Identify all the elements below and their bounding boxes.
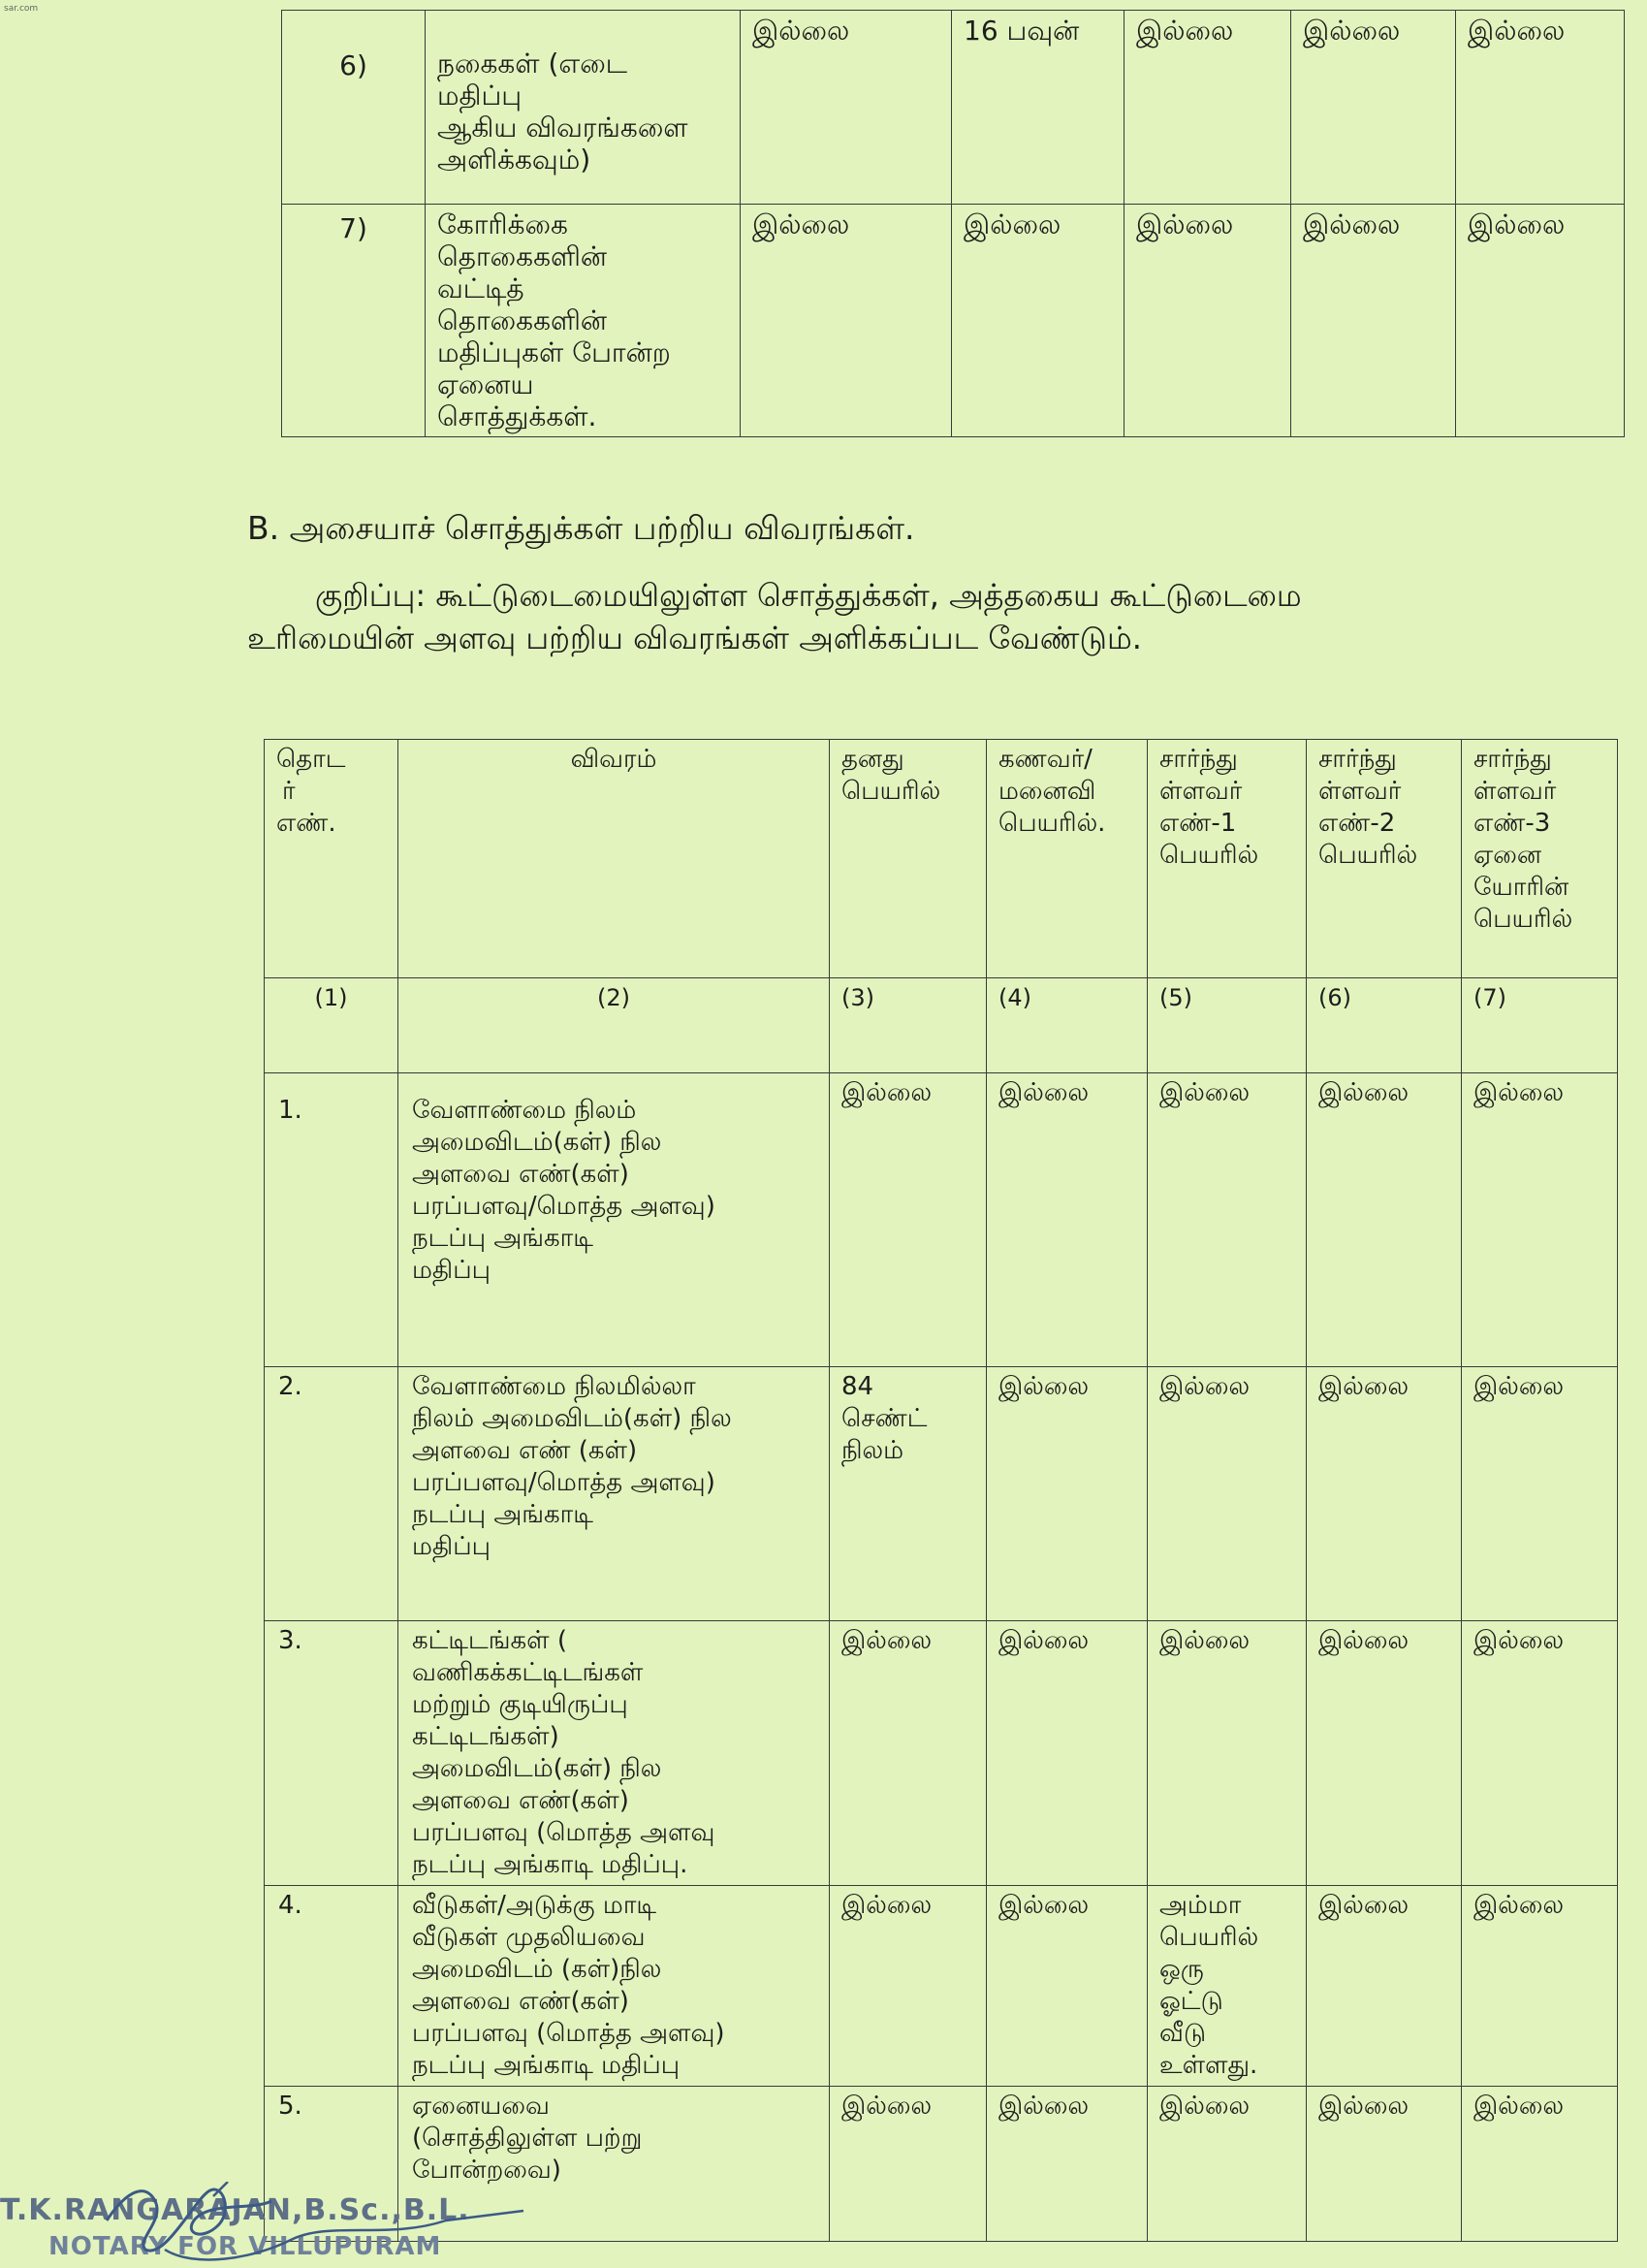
header-line: கணவர்/ <box>998 745 1093 774</box>
column-number-row <box>265 978 1618 1073</box>
desc-line: மற்றும் குடியிருப்பு <box>412 1690 628 1719</box>
desc-line: கட்டிடங்கள்) <box>412 1722 559 1751</box>
value-line: இல்லை <box>998 2092 1090 2121</box>
header-spouse-name <box>987 740 1148 978</box>
desc-line: பரப்பளவு (மொத்த அளவு <box>412 1818 715 1847</box>
desc-line: பரப்பளவு/மொத்த அளவு) <box>412 1468 715 1497</box>
value-line: இல்லை <box>841 2092 933 2121</box>
serial-number: 6) <box>282 11 426 205</box>
note-line-1: குறிப்பு: கூட்டுடைமையிலுள்ள சொத்துக்கள், அத்தகைய கூட்டுடைமை <box>315 577 1302 614</box>
desc-line: (சொத்திலுள்ள பற்று <box>412 2124 643 2153</box>
column-number: (2) <box>398 978 830 1073</box>
desc-line: அமைவிடம்(கள்) நில <box>412 1754 662 1783</box>
desc-line: நடப்பு அங்காடி மதிப்பு <box>412 2051 681 2080</box>
desc-line: அளவை எண்(கள்) <box>412 1987 629 2016</box>
description-cell <box>398 1621 830 1886</box>
value-cell <box>830 2087 987 2242</box>
value-line: 84 <box>841 1372 874 1401</box>
value-cell <box>987 2087 1148 2242</box>
value-line: இல்லை <box>841 1626 933 1655</box>
header-dependent-2 <box>1307 740 1462 978</box>
description-cell <box>426 205 741 437</box>
header-line: ள்ளவர் <box>1318 777 1402 806</box>
desc-line: மதிப்பு <box>412 1532 491 1561</box>
table-row <box>265 1621 1618 1886</box>
desc-line: மதிப்புகள் போன்ற <box>437 336 671 368</box>
header-line: விவரம் <box>570 745 657 774</box>
header-line: பெயரில். <box>998 809 1106 838</box>
header-own-name <box>830 740 987 978</box>
desc-line: அளவை எண்(கள்) <box>412 1786 629 1815</box>
column-number: (6) <box>1307 978 1462 1073</box>
value-line: பெயரில் <box>1159 1923 1259 1952</box>
value-cell <box>830 1367 987 1621</box>
value-cell: இல்லை <box>1456 11 1625 205</box>
value-line: நிலம் <box>841 1436 904 1465</box>
value-cell: இல்லை <box>1456 205 1625 437</box>
desc-line: நகைகள் (எடை <box>437 48 627 80</box>
value-cell <box>830 1886 987 2087</box>
value-cell <box>1148 1886 1307 2087</box>
header-line: பெயரில் <box>1473 905 1573 934</box>
value-line: இல்லை <box>998 1891 1090 1920</box>
column-number: (7) <box>1462 978 1618 1073</box>
immovable-assets-table <box>264 739 1618 2242</box>
value-cell <box>987 1073 1148 1367</box>
value-line: இல்லை <box>1159 1078 1251 1107</box>
serial-number: 2. <box>265 1367 398 1621</box>
value-cell <box>1148 2087 1307 2242</box>
header-line: பெயரில் <box>1318 841 1418 870</box>
header-line: பெயரில் <box>1159 841 1259 870</box>
header-line: தொட <box>276 745 346 774</box>
desc-line: அமைவிடம்(கள்) நில <box>412 1128 662 1157</box>
value-cell <box>1462 1073 1618 1367</box>
desc-line: வேளாண்மை நிலமில்லா <box>412 1372 696 1401</box>
value-line: இல்லை <box>1473 1372 1565 1401</box>
desc-line: வீடுகள்/அடுக்கு மாடி <box>412 1891 657 1920</box>
desc-line: சொத்துக்கள். <box>437 400 597 432</box>
desc-line: மதிப்பு <box>412 1256 491 1285</box>
notary-stamp-name: T.K.RANGARAJAN,B.Sc.,B.L. <box>0 2193 470 2227</box>
value-cell <box>830 1621 987 1886</box>
value-cell: இல்லை <box>952 205 1124 437</box>
desc-line: கோரிக்கை <box>437 208 568 240</box>
header-line: எண்-3 <box>1473 809 1551 838</box>
value-line: இல்லை <box>1473 1891 1565 1920</box>
table-row <box>265 1073 1618 1367</box>
value-cell: இல்லை <box>1124 11 1291 205</box>
header-line: ர் <box>282 777 296 806</box>
value-cell <box>1462 1367 1618 1621</box>
header-line: யோரின் <box>1473 873 1569 902</box>
value-line: இல்லை <box>998 1078 1090 1107</box>
description-cell <box>398 1367 830 1621</box>
value-line: செண்ட் <box>841 1404 928 1433</box>
value-line: இல்லை <box>1473 1626 1565 1655</box>
value-line: இல்லை <box>1159 2092 1251 2121</box>
notary-stamp-title: NOTARY FOR VILLUPURAM <box>48 2232 442 2261</box>
header-line: சார்ந்து <box>1318 745 1397 774</box>
header-line: ள்ளவர் <box>1473 777 1557 806</box>
table-row <box>265 1367 1618 1621</box>
value-line: இல்லை <box>1159 1372 1251 1401</box>
desc-line: பரப்பளவு (மொத்த அளவு) <box>412 2019 725 2048</box>
desc-line: நிலம் அமைவிடம்(கள்) நில <box>412 1404 732 1433</box>
desc-line: மதிப்பு <box>437 80 523 112</box>
value-line: இல்லை <box>998 1372 1090 1401</box>
desc-line: வீடுகள் முதலியவை <box>412 1923 646 1952</box>
signature-icon <box>0 2182 601 2268</box>
value-line: இல்லை <box>1318 1078 1409 1107</box>
value-cell: இல்லை <box>741 205 952 437</box>
desc-line: தொகைகளின் <box>437 240 608 272</box>
serial-number: 5. <box>265 2087 398 2242</box>
column-number: (1) <box>265 978 398 1073</box>
value-line: இல்லை <box>1318 1372 1409 1401</box>
desc-line: வேளாண்மை நிலம் <box>412 1096 637 1125</box>
value-line: இல்லை <box>1159 1626 1251 1655</box>
value-cell <box>1307 1886 1462 2087</box>
desc-line: நடப்பு அங்காடி மதிப்பு. <box>412 1850 688 1879</box>
value-cell <box>1307 1073 1462 1367</box>
value-line: இல்லை <box>998 1626 1090 1655</box>
description-cell <box>398 1886 830 2087</box>
section-b-title: B. அசையாச் சொத்துக்கள் பற்றிய விவரங்கள். <box>247 509 915 547</box>
desc-line: தொகைகளின் <box>437 304 608 336</box>
header-dependent-3 <box>1462 740 1618 978</box>
header-line: பெயரில் <box>841 777 941 806</box>
value-cell: 16 பவுன் <box>952 11 1124 205</box>
desc-line: வட்டித் <box>437 272 524 304</box>
value-cell: இல்லை <box>1291 11 1456 205</box>
column-number: (5) <box>1148 978 1307 1073</box>
value-line: இல்லை <box>841 1891 933 1920</box>
header-line: தனது <box>841 745 904 774</box>
serial-number: 4. <box>265 1886 398 2087</box>
value-line: ஒரு <box>1159 1955 1204 1984</box>
value-line: வீடு <box>1159 2019 1207 2048</box>
value-cell <box>1462 1886 1618 2087</box>
header-line: மனைவி <box>998 777 1096 806</box>
movable-assets-table-continued <box>281 10 1625 437</box>
section-b-note <box>247 574 1604 659</box>
value-cell: இல்லை <box>1124 205 1291 437</box>
desc-line: ஏனையவை <box>412 2092 550 2121</box>
serial-number: 7) <box>282 205 426 437</box>
value-cell: இல்லை <box>1291 205 1456 437</box>
value-cell: இல்லை <box>741 11 952 205</box>
value-line: ஓட்டு <box>1159 1987 1223 2016</box>
header-serial <box>265 740 398 978</box>
desc-line: நடப்பு அங்காடி <box>412 1500 593 1529</box>
value-cell <box>987 1621 1148 1886</box>
value-cell <box>1307 1621 1462 1886</box>
header-line: சார்ந்து <box>1473 745 1552 774</box>
value-line: உள்ளது. <box>1159 2051 1258 2080</box>
description-cell <box>426 11 741 205</box>
header-line: ள்ளவர் <box>1159 777 1243 806</box>
desc-line: அளவை எண்(கள்) <box>412 1160 629 1189</box>
column-number: (4) <box>987 978 1148 1073</box>
header-description <box>398 740 830 978</box>
table-row <box>282 11 1625 205</box>
serial-number: 1. <box>265 1073 398 1367</box>
value-cell <box>830 1073 987 1367</box>
serial-number: 3. <box>265 1621 398 1886</box>
value-cell <box>1462 2087 1618 2242</box>
value-cell <box>1148 1367 1307 1621</box>
value-line: இல்லை <box>1318 1626 1409 1655</box>
value-cell <box>1307 2087 1462 2242</box>
column-number: (3) <box>830 978 987 1073</box>
description-cell <box>398 1073 830 1367</box>
desc-line: நடப்பு அங்காடி <box>412 1224 593 1253</box>
header-line: எண். <box>276 809 336 838</box>
value-line: இல்லை <box>1473 1078 1565 1107</box>
desc-line: ஏனைய <box>437 368 534 400</box>
corner-mark: sar.com <box>4 4 39 14</box>
desc-line: ஆகிய விவரங்களை <box>437 112 688 144</box>
value-line: இல்லை <box>1473 2092 1565 2121</box>
value-line: இல்லை <box>841 1078 933 1107</box>
desc-line: பரப்பளவு/மொத்த அளவு) <box>412 1192 715 1221</box>
header-line: எண்-1 <box>1159 809 1237 838</box>
desc-line: போன்றவை) <box>412 2156 561 2185</box>
desc-line: வணிகக்கட்டிடங்கள் <box>412 1658 644 1687</box>
value-line: இல்லை <box>1318 2092 1409 2121</box>
desc-line: அளவை எண் (கள்) <box>412 1436 638 1465</box>
desc-line: அளிக்கவும்) <box>437 144 591 176</box>
value-cell <box>1148 1073 1307 1367</box>
value-cell <box>1307 1367 1462 1621</box>
value-line: இல்லை <box>1318 1891 1409 1920</box>
header-dependent-1 <box>1148 740 1307 978</box>
table-row <box>282 205 1625 437</box>
value-cell <box>1462 1621 1618 1886</box>
value-cell <box>987 1367 1148 1621</box>
table-row <box>265 1886 1618 2087</box>
header-row <box>265 740 1618 978</box>
note-line-2: உரிமையின் அளவு பற்றிய விவரங்கள் அளிக்கப்பட வேண்டும். <box>247 620 1142 656</box>
desc-line: கட்டிடங்கள் ( <box>412 1626 567 1655</box>
desc-line: அமைவிடம் (கள்)நில <box>412 1955 662 1984</box>
header-line: சார்ந்து <box>1159 745 1238 774</box>
value-line: அம்மா <box>1159 1891 1242 1920</box>
header-line: எண்-2 <box>1318 809 1396 838</box>
header-line: ஏனை <box>1473 841 1542 870</box>
value-cell <box>987 1886 1148 2087</box>
value-cell <box>1148 1621 1307 1886</box>
